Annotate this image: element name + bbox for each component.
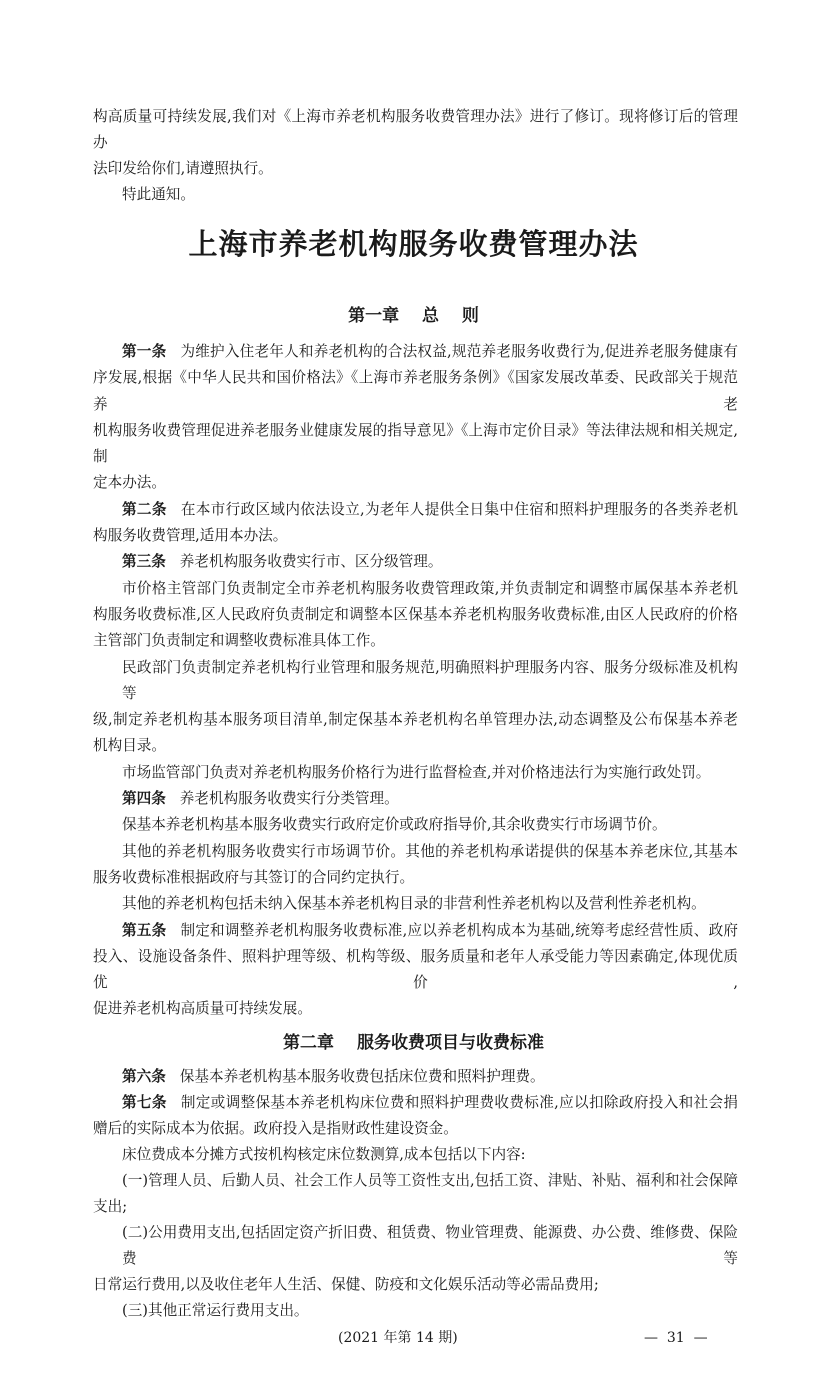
text-line — [93, 497, 738, 523]
text-line — [93, 182, 738, 208]
text-line — [93, 1168, 738, 1194]
paragraph — [93, 576, 738, 655]
text-line — [93, 523, 738, 549]
article-label: 第四条 — [122, 790, 166, 808]
paragraph — [93, 182, 738, 208]
article-label: 第六条 — [122, 1067, 166, 1085]
text-line — [93, 918, 738, 944]
line-text: 床位费成本分摊方式按机构核定床位数测算,成本包括以下内容: — [122, 1145, 526, 1163]
text-line — [93, 733, 738, 759]
text-line — [93, 812, 738, 838]
line-text: 定本办法。 — [93, 474, 166, 492]
line-text: 特此通知。 — [122, 186, 195, 203]
article-label: 第三条 — [122, 553, 166, 571]
paragraph — [93, 891, 738, 917]
line-text: 构服务收费管理,适用本办法。 — [93, 527, 288, 545]
article-paragraph — [93, 918, 738, 1023]
line-text: 级,制定养老机构基本服务项目清单,制定保基本养老机构名单管理办法,动态调整及公布保基本养老 — [93, 711, 738, 729]
text-line — [93, 339, 738, 365]
article-label: 第七条 — [122, 1093, 167, 1111]
text-line — [93, 365, 738, 418]
text-line — [93, 1064, 738, 1090]
text-line — [93, 944, 738, 997]
line-text: 构高质量可持续发展,我们对《上海市养老机构服务收费管理办法》进行了修订。现将修订后的管理办 — [93, 108, 738, 151]
line-text: (一)管理人员、后勤人员、社会工作人员等工资性支出,包括工资、津贴、补贴、福利和社会保障 — [122, 1171, 738, 1189]
line-text: 构服务收费标准,区人民政府负责制定和调整本区保基本养老机构服务收费标准,由区人民政府的价格 — [93, 605, 738, 623]
text-line — [93, 655, 738, 708]
text-line — [93, 470, 738, 496]
page-number: — 31 — — [644, 1329, 708, 1346]
chapter-2-heading: 第二章 服务收费项目与收费标准 — [283, 1032, 544, 1053]
paragraph — [93, 655, 738, 760]
article-paragraph — [93, 786, 738, 812]
line-text: 养老机构服务收费实行市、区分级管理。 — [179, 553, 443, 571]
text-line — [93, 786, 738, 812]
line-text: 在本市行政区域内依法设立,为老年人提供全日集中住宿和照料护理服务的各类养老机 — [180, 500, 738, 518]
article-paragraph — [93, 1090, 738, 1142]
text-line — [93, 156, 738, 182]
line-text: 服务收费标准根据政府与其签订的合同约定执行。 — [93, 868, 415, 886]
intro-text — [93, 104, 738, 208]
issue-number: (2021 年第 14 期) — [338, 1329, 458, 1346]
line-text: 法印发给你们,请遵照执行。 — [93, 160, 273, 177]
chapter-2-body — [93, 1064, 738, 1324]
article-label: 第五条 — [122, 921, 167, 939]
text-line — [93, 891, 738, 917]
line-text: 制定和调整养老机构服务收费标准,应以养老机构成本为基础,统筹考虑经营性质、政府 — [180, 921, 738, 939]
chapter-1-heading: 第一章 总 则 — [348, 306, 479, 326]
article-paragraph — [93, 1064, 738, 1090]
text-line — [93, 996, 738, 1022]
text-line — [93, 1142, 738, 1168]
page-footer — [93, 1328, 738, 1350]
article-label: 第二条 — [122, 500, 167, 518]
text-line — [93, 549, 738, 575]
line-text: 投入、设施设备条件、照料护理等级、机构等级、服务质量和老年人承受能力等因素确定,体现优质优价, — [93, 947, 738, 992]
text-line — [93, 1298, 738, 1324]
paragraph — [93, 839, 738, 892]
line-text: 民政部门负责制定养老机构行业管理和服务规范,明确照料护理服务内容、服务分级标准及机构等 — [122, 658, 738, 702]
text-line — [93, 602, 738, 628]
text-line — [93, 104, 738, 156]
text-line — [93, 628, 738, 654]
line-text: (二)公用费用支出,包括固定资产折旧费、租赁费、物业管理费、能源费、办公费、维修费、保险费等 — [122, 1223, 738, 1267]
line-text: 机构服务收费管理促进养老服务业健康发展的指导意见》《上海市定价目录》等法律法规和相关规定,制 — [93, 421, 738, 466]
article-paragraph — [93, 339, 738, 497]
text-line — [93, 1116, 738, 1142]
paragraph — [93, 1142, 738, 1168]
line-text: 为维护入住老年人和养老机构的合法权益,规范养老服务收费行为,促进养老服务健康有 — [180, 343, 738, 360]
text-line — [93, 1090, 738, 1116]
article-label: 第一条 — [122, 343, 167, 360]
line-text: 支出; — [93, 1197, 128, 1215]
line-text: 保基本养老机构基本服务收费实行政府定价或政府指导价,其余收费实行市场调节价。 — [122, 816, 667, 834]
text-line — [93, 865, 738, 891]
text-line — [93, 418, 738, 471]
line-text: 保基本养老机构基本服务收费包括床位费和照料护理费。 — [179, 1067, 545, 1085]
line-text: 赠后的实际成本为依据。政府投入是指财政性建设资金。 — [93, 1119, 458, 1137]
paragraph — [93, 1298, 738, 1324]
line-text: 其他的养老机构包括未纳入保基本养老机构目录的非营利性养老机构以及营利性养老机构。 — [122, 895, 706, 913]
paragraph — [93, 760, 738, 786]
line-text: 机构目录。 — [93, 737, 166, 755]
line-text: 养老机构服务收费实行分类管理。 — [179, 790, 399, 808]
article-paragraph — [93, 549, 738, 575]
text-line — [93, 1194, 738, 1220]
paragraph — [93, 104, 738, 182]
line-text: 主管部门负责制定和调整收费标准具体工作。 — [93, 632, 385, 650]
line-text: 日常运行费用,以及收住老年人生活、保健、防疫和文化娱乐活动等必需品费用; — [93, 1275, 599, 1293]
line-text: 促进养老机构高质量可持续发展。 — [93, 1000, 312, 1018]
line-text: 序发展,根据《中华人民共和国价格法》《上海市养老服务条例》《国家发展改革委、民政部关于规范养老 — [93, 369, 738, 413]
line-text: 市场监管部门负责对养老机构服务价格行为进行监督检查,并对价格违法行为实施行政处罚。 — [122, 763, 711, 781]
text-line — [93, 1220, 738, 1272]
paragraph — [93, 1168, 738, 1220]
text-line — [93, 1272, 738, 1298]
line-text: (三)其他正常运行费用支出。 — [122, 1301, 309, 1319]
line-text: 市价格主管部门负责制定全市养老机构服务收费管理政策,并负责制定和调整市属保基本养老机 — [122, 579, 738, 597]
chapter-1-body — [93, 339, 738, 1023]
paragraph — [93, 812, 738, 838]
document-title: 上海市养老机构服务收费管理办法 — [188, 227, 639, 261]
line-text: 制定或调整保基本养老机构床位费和照料护理费收费标准,应以扣除政府投入和社会捐 — [180, 1093, 738, 1111]
paragraph — [93, 1220, 738, 1298]
text-line — [93, 707, 738, 733]
text-line — [93, 839, 738, 865]
line-text: 其他的养老机构服务收费实行市场调节价。其他的养老机构承诺提供的保基本养老床位,其基本 — [122, 842, 738, 860]
text-line — [93, 576, 738, 602]
article-paragraph — [93, 497, 738, 550]
text-line — [93, 760, 738, 786]
